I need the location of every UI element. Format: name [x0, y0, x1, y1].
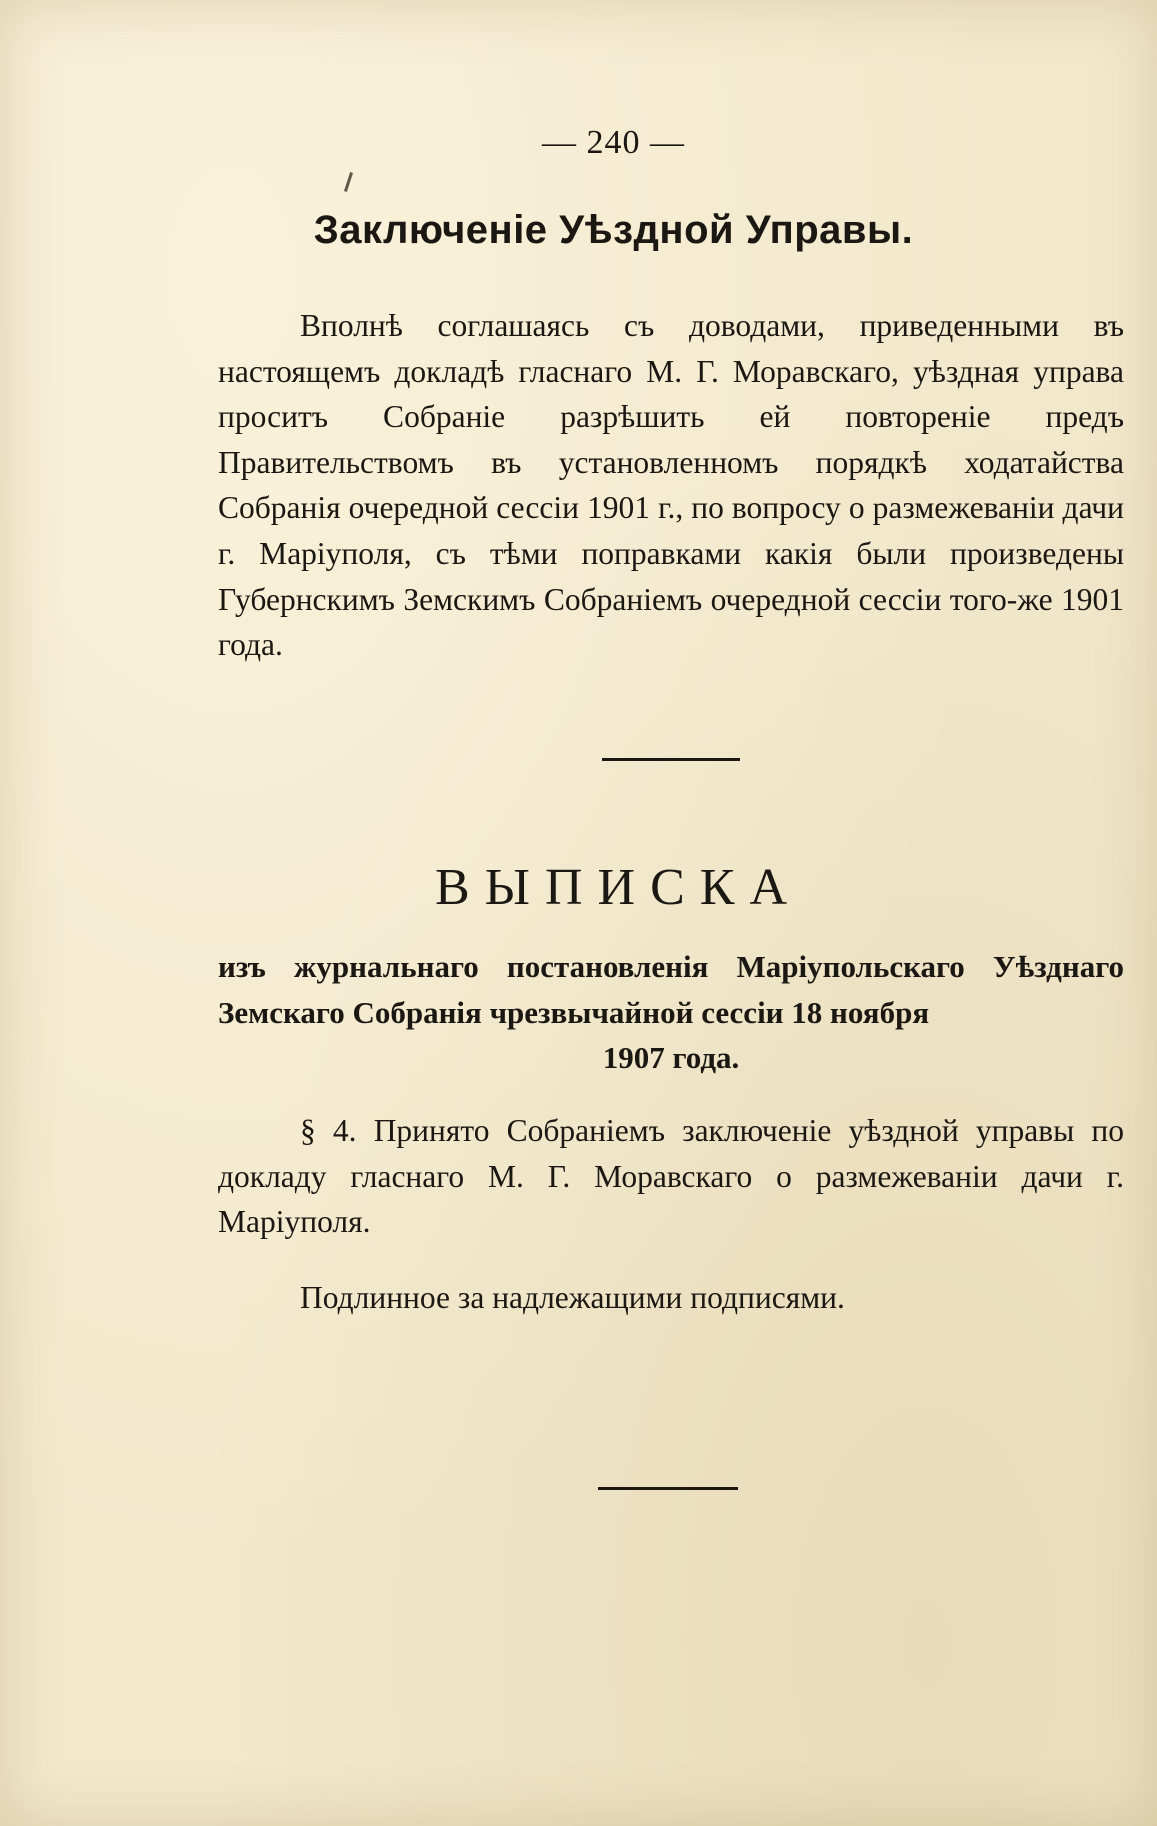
conclusion-paragraph: Вполнѣ соглашаясь съ доводами, приведенными въ настоящемъ докладѣ гласнаго М. Г. Моравскаго, уѣздная управа проситъ Собраніе разрѣшить ей повтореніе предъ Правительствомъ въ установленномъ порядкѣ ходатайства Собранія очередной сессіи 1901 г., по вопросу о размежеваніи дачи г. Маріуполя, съ тѣми поправками какія были произведены Губернскимъ Земскимъ Собраніемъ очередной сессіи того-же 1901 года.: [218, 308, 1124, 663]
divider-rule: [602, 758, 740, 761]
signature-line: Подлинное за надлежащими подписями.: [300, 1280, 845, 1315]
extract-subtitle-year: 1907 года.: [602, 1040, 740, 1076]
extract-subtitle: [218, 944, 1124, 1081]
extract-title: ВЫПИСКА: [434, 859, 803, 916]
extract-subtitle-text: изъ журнальнаго постановленія Маріупольскаго Уѣзднаго Земскаго Собранія чрезвычайной сессіи 18 ноября: [218, 949, 1124, 1030]
section-title: Заключеніе Уѣздной Управы.: [313, 208, 914, 252]
resolution-paragraph: § 4. Принято Собраніемъ заключеніе уѣздной управы по докладу гласнаго М. Г. Моравскаго о размежеваніи дачи г. Маріуполя.: [218, 1113, 1124, 1240]
ink-mark: [344, 172, 353, 192]
divider-rule-bottom: [598, 1487, 738, 1490]
page-number: — 240 —: [542, 124, 685, 161]
